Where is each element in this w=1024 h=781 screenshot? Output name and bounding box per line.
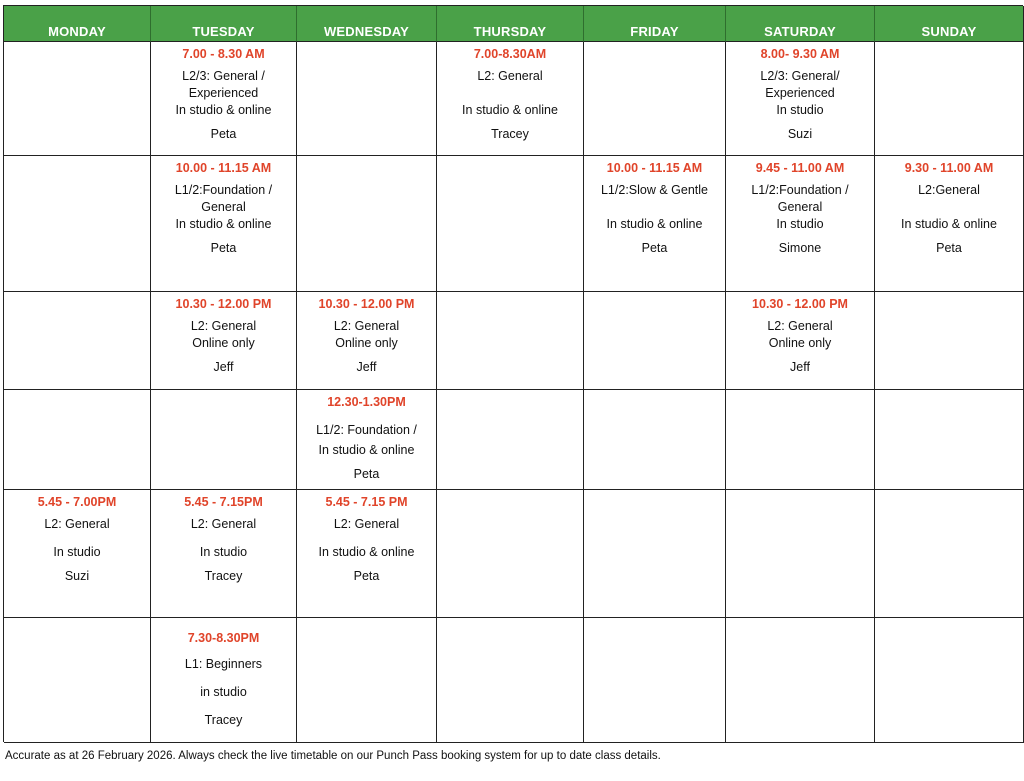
- class-level: L2:General: [918, 183, 980, 197]
- class-teacher: Peta: [353, 569, 380, 583]
- class-time: 9.30 - 11.00 AM: [904, 161, 994, 175]
- class-level: L2: General: [190, 517, 257, 531]
- empty-cell: [437, 292, 584, 390]
- empty-cell: [584, 490, 726, 618]
- empty-cell: [151, 390, 297, 490]
- class-level-cont: Experienced: [765, 86, 835, 100]
- empty-cell: [4, 42, 151, 156]
- class-mode: In studio & online: [175, 103, 272, 117]
- class-cell: [151, 490, 297, 618]
- class-level: L2: General: [333, 319, 400, 333]
- empty-cell: [584, 390, 726, 490]
- empty-cell: [584, 292, 726, 390]
- class-level: L1: Beginners: [184, 657, 263, 671]
- empty-cell: [4, 618, 151, 743]
- class-time: 8.00- 9.30 AM: [760, 47, 840, 61]
- class-level-cont: Experienced: [188, 86, 259, 100]
- empty-cell: [875, 618, 1024, 743]
- class-time: 10.30 - 12.00 PM: [318, 297, 415, 311]
- empty-cell: [726, 618, 875, 743]
- class-mode: In studio & online: [901, 217, 997, 231]
- class-time: 12.30-1.30PM: [327, 395, 406, 409]
- class-cell: [151, 292, 297, 390]
- class-cell: [584, 156, 726, 292]
- empty-cell: [875, 490, 1024, 618]
- class-mode: Online only: [335, 336, 398, 350]
- class-teacher: Tracey: [491, 127, 529, 141]
- class-teacher: Jeff: [790, 360, 810, 374]
- class-time: 5.45 - 7.00PM: [37, 495, 117, 509]
- class-teacher: Tracey: [204, 713, 243, 727]
- class-mode: In studio: [776, 103, 824, 117]
- empty-cell: [437, 390, 584, 490]
- class-time: 9.45 - 11.00 AM: [755, 161, 845, 175]
- class-teacher: Peta: [641, 241, 668, 255]
- day-header-thursday: THURSDAY: [437, 6, 584, 42]
- class-level: L2: General: [190, 319, 257, 333]
- class-level: L1/2: Foundation /: [316, 423, 417, 437]
- class-mode: In studio & online: [175, 217, 272, 231]
- class-cell: [297, 292, 437, 390]
- class-level-cont: General: [201, 200, 246, 214]
- timetable-grid: [3, 5, 1023, 742]
- class-teacher: Peta: [210, 241, 237, 255]
- empty-cell: [437, 490, 584, 618]
- class-level: L2: General: [477, 69, 543, 83]
- class-time: 10.30 - 12.00 PM: [175, 297, 272, 311]
- class-mode: Online only: [768, 336, 832, 350]
- day-header-wednesday: WEDNESDAY: [297, 6, 437, 42]
- class-cell: [437, 42, 584, 156]
- class-cell: [726, 156, 875, 292]
- class-cell: [297, 490, 437, 618]
- class-teacher: Suzi: [787, 127, 813, 141]
- empty-cell: [297, 42, 437, 156]
- empty-cell: [726, 490, 875, 618]
- class-time: 7.00 - 8.30 AM: [182, 47, 265, 61]
- class-teacher: Jeff: [356, 360, 377, 374]
- class-cell: [151, 42, 297, 156]
- class-level: L2/3: General/: [760, 69, 840, 83]
- class-teacher: Peta: [210, 127, 237, 141]
- empty-cell: [437, 618, 584, 743]
- class-cell: [297, 390, 437, 490]
- class-teacher: Jeff: [213, 360, 234, 374]
- empty-cell: [4, 156, 151, 292]
- class-mode: Online only: [192, 336, 255, 350]
- class-cell: [151, 156, 297, 292]
- class-mode: In studio: [53, 545, 101, 559]
- class-time: 10.00 - 11.15 AM: [606, 161, 703, 175]
- class-cell: [4, 490, 151, 618]
- class-teacher: Simone: [778, 241, 822, 255]
- day-header-monday: MONDAY: [4, 6, 151, 42]
- class-teacher: Peta: [936, 241, 962, 255]
- day-header-tuesday: TUESDAY: [151, 6, 297, 42]
- class-cell: [726, 42, 875, 156]
- class-teacher: Suzi: [64, 569, 90, 583]
- class-time: 5.45 - 7.15PM: [184, 495, 263, 509]
- empty-cell: [297, 618, 437, 743]
- empty-cell: [4, 390, 151, 490]
- empty-cell: [875, 292, 1024, 390]
- class-level: L2: General: [333, 517, 400, 531]
- empty-cell: [4, 292, 151, 390]
- class-time: 5.45 - 7.15 PM: [325, 495, 408, 509]
- class-time: 10.00 - 11.15 AM: [175, 161, 272, 175]
- class-mode: In studio: [199, 545, 248, 559]
- class-teacher: Peta: [353, 467, 380, 481]
- empty-cell: [297, 156, 437, 292]
- class-time: 7.30-8.30PM: [187, 631, 260, 645]
- class-cell: [151, 618, 297, 743]
- empty-cell: [726, 390, 875, 490]
- class-mode: In studio & online: [606, 217, 703, 231]
- class-level: L1/2:Foundation /: [751, 183, 849, 197]
- class-level: L2: General: [44, 517, 110, 531]
- empty-cell: [584, 42, 726, 156]
- empty-cell: [437, 156, 584, 292]
- class-level: L1/2:Slow & Gentle: [600, 183, 708, 197]
- day-header-saturday: SATURDAY: [726, 6, 875, 42]
- class-mode: in studio: [200, 685, 247, 699]
- class-mode: In studio & online: [318, 443, 415, 457]
- class-time: 10.30 - 12.00 PM: [752, 297, 848, 311]
- class-mode: In studio: [776, 217, 824, 231]
- empty-cell: [875, 42, 1024, 156]
- day-header-sunday: SUNDAY: [875, 6, 1024, 42]
- class-cell: [875, 156, 1024, 292]
- accuracy-note: Accurate as at 26 February 2026. Always check the live timetable on our Punch Pass booking system for up to date class details.: [5, 750, 661, 762]
- class-teacher: Tracey: [204, 569, 243, 583]
- empty-cell: [875, 390, 1024, 490]
- class-time: 7.00-8.30AM: [473, 47, 547, 61]
- class-level-cont: General: [777, 200, 823, 214]
- class-mode: In studio & online: [318, 545, 415, 559]
- class-cell: [726, 292, 875, 390]
- class-level: L2: General: [767, 319, 833, 333]
- class-level: L2/3: General /: [182, 69, 265, 83]
- empty-cell: [584, 618, 726, 743]
- day-header-friday: FRIDAY: [584, 6, 726, 42]
- class-level: L1/2:Foundation /: [174, 183, 273, 197]
- class-mode: In studio & online: [462, 103, 558, 117]
